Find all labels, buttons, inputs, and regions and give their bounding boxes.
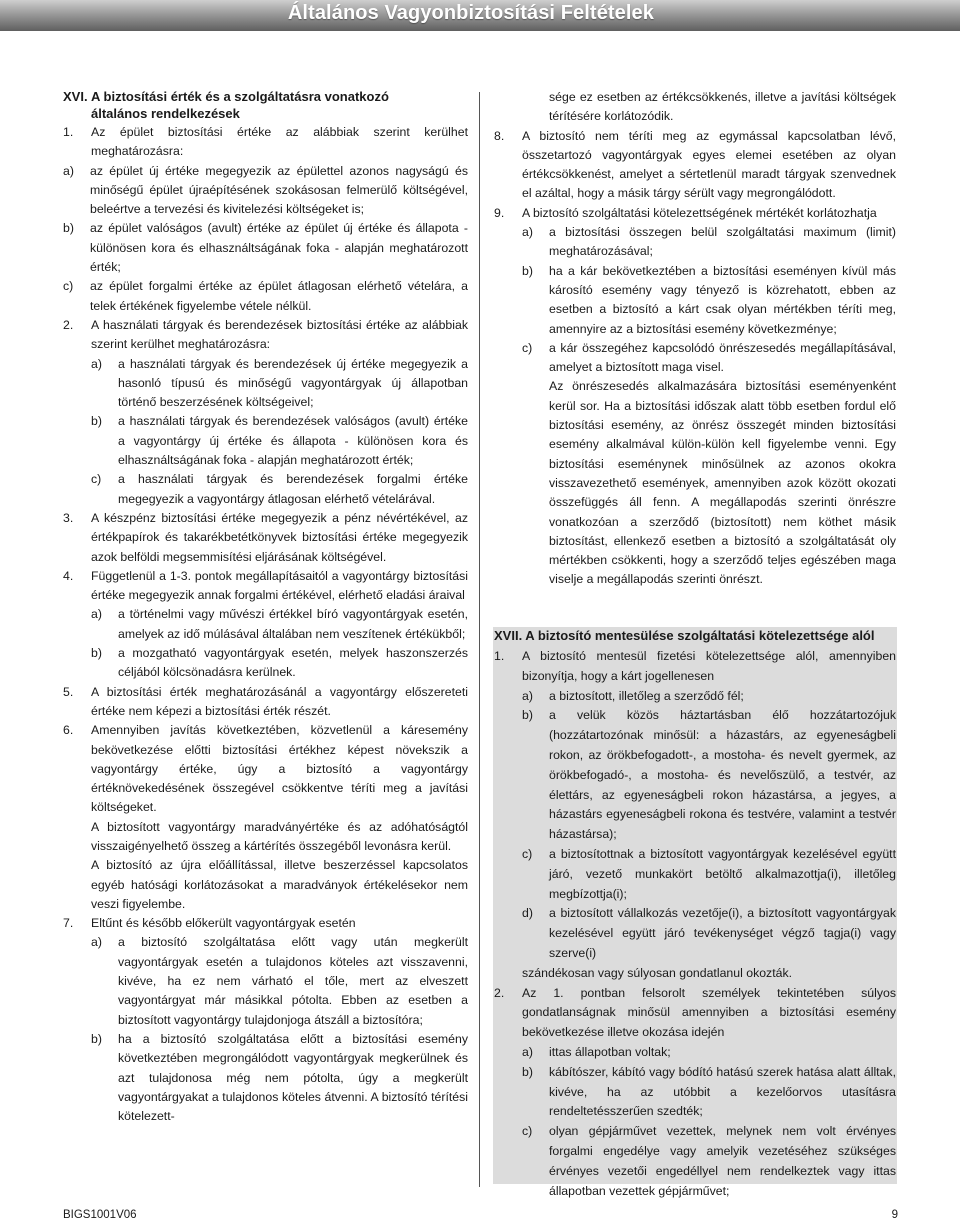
list-item-2: 2. A használati tárgyak és berendezések biztosítási értéke az alábbiak szerint kerülhet meghatározásra: bbox=[63, 317, 468, 352]
paragraph-continued: sége ez esetben az értékcsökkenés, illetve a javítási költségek térítésére korlátozódik. bbox=[549, 90, 896, 124]
paragraph: szándékosan vagy súlyosan gondatlanul okozták. bbox=[522, 965, 793, 980]
sub-item-a: a) ittas állapotban voltak; bbox=[522, 1044, 671, 1059]
sub-item-a: a) az épület új értéke megegyezik az épülettel azonos nagyságú és minőségű épület újraépítésének szokásosan felmerülő költségével, beleértve a tervezési és kivitelezési költségeket is; bbox=[63, 163, 468, 217]
sub-item-c: c) a használati tárgyak és berendezések forgalmi értéke megegyezik a vagyontárgy átlagosan elérhető vételárával. bbox=[91, 472, 468, 506]
page-header bbox=[0, 0, 960, 31]
list-item-8: 8. A biztosító nem téríti meg az egymással kapcsolatban lévő, összetartozó vagyontárgyak egyes elemei esetében az olyan értékcsökkenést, amelyet a sértetlenül maradt tárgyak szenvednek el azáltal, hogy a másik tárgy sérült vagy megrongálódott. bbox=[494, 128, 896, 201]
sub-item-c: c) a biztosítottnak a biztosított vagyontárgyak kezelésével együtt járó, vezető munkakört betöltő alkalmazottja(i), illetőleg megbízottja(i); bbox=[522, 846, 896, 901]
sub-item-b: b) a használati tárgyak és berendezések valóságos (avult) értéke a vagyontárgy új értéke és állapota - különösen kora és elhasználtságának foka - alapján meghatározott érték; bbox=[91, 414, 468, 468]
column-divider bbox=[479, 92, 480, 1187]
sub-item-d: d) a biztosított vállalkozás vezetője(i), a biztosított vagyontárgyak kezelésével együtt járó tevékenységet végző tagja(i) vagy szerve(i) bbox=[522, 906, 896, 960]
list-item-4: 4. Függetlenül a 1-3. pontok megállapításaitól a vagyontárgy biztosítási értéke megegyezik annak forgalmi értékével, elérhető eladási áraival bbox=[63, 568, 468, 603]
sub-item-a: a) a használati tárgyak és berendezések új értéke megegyezik a hasonló típusú és minőségű vagyontárgyak új állapotban történő beszerzésének költségeivel; bbox=[91, 356, 468, 410]
paragraph: A biztosító az újra előállítással, illetve beszerzéssel kapcsolatos egyéb hatósági korlátozásokat a maradványok értékelésekor nem veszi figyelembe. bbox=[91, 858, 468, 911]
sub-item-b: b) ha a biztosító szolgáltatása előtt a biztosítási esemény következtében megrongálódott vagyontárgyak megkerülnek és azt tulajdonosa még nem pótolta, úgy a megkerült vagyontárgyakat a tulajdonos köteles átvenni. A biztosító térítési kötelezett- bbox=[91, 1031, 468, 1124]
page-number: 9 bbox=[891, 1209, 898, 1221]
sub-item-a: a) a biztosított, illetőleg a szerződő fél; bbox=[522, 688, 744, 703]
section-xvii bbox=[494, 625, 896, 1201]
sub-item-c: c) az épület forgalmi értéke az épület átlagosan elérhető vételára, a telek értékének figyelembe vétele nélkül. bbox=[63, 279, 468, 313]
sub-item-a: a) a történelmi vagy művészi értékkel bíró vagyontárgyak esetén, amelyek az idő múlásával általában nem veszítenek értékükből; bbox=[91, 607, 468, 641]
list-item-2: 2. Az 1. pontban felsorolt személyek tekintetében súlyos gondatlanságnak minősül amennyiben a biztosítási esemény bekövetkezése illetve okozása idején bbox=[494, 985, 896, 1040]
sub-item-b: b) kábítószer, kábító vagy bódító hatású szerek hatása alatt álltak, kivéve, ha az utóbbit a kezelőorvos utasításra rendeltetésszerűen szedték; bbox=[522, 1064, 896, 1119]
list-item-3: 3. A készpénz biztosítási értéke megegyezik a pénz névértékével, az értékpapírok és takarékbetétkönyvek biztosítási értéke megegyezik azok belföldi megsemmisítési eljárásának költségével. bbox=[63, 510, 468, 564]
header-title: Általános Vagyonbiztosítási Feltételek bbox=[287, 2, 654, 24]
sub-item-b: b) ha a kár bekövetkeztében a biztosítási eseményen kívül más károsító esemény vagy tényező is közrehatott, ebben az esetben a biztosító a kárt csak olyan mértékben téríti meg, amennyire az a biztosítási esemény következménye; bbox=[522, 263, 896, 336]
list-item-1: 1. Az épület biztosítási értéke az alábbiak szerint kerülhet meghatározásra: bbox=[63, 125, 468, 159]
sub-item-b: b) a mozgatható vagyontárgyak esetén, melyek haszonszerzés céljából kölcsönadásra kerülnek. bbox=[91, 646, 468, 680]
list-item-9: 9. A biztosító szolgáltatási kötelezettségének mértékét korlátozhatja bbox=[494, 205, 877, 220]
sub-item-c: c) olyan gépjárművet vezettek, melynek nem volt érvényes forgalmi engedélye vagy amelyik vezetéséhez szükséges érvényes vezetői engedéllyel nem rendelkeztek vagy ittas állapotban vezettek gépjárművet; bbox=[522, 1124, 896, 1198]
section-xvi-title: XVI. A biztosítási érték és a szolgáltatásra vonatkozó általános rendelkezések bbox=[63, 89, 389, 121]
right-column bbox=[494, 88, 896, 590]
document-code: BIGS1001V06 bbox=[63, 1209, 137, 1221]
list-item-1: 1. A biztosító mentesül fizetési kötelezettsége alól, amennyiben bizonyítja, hogy a kárt jogellenesen bbox=[494, 649, 896, 683]
list-item-7: 7. Eltűnt és később előkerült vagyontárgyak esetén bbox=[63, 916, 356, 931]
list-item-5: 5. A biztosítási érték meghatározásánál a vagyontárgy előszereteti értéke nem képezi a biztosítási érték részét. bbox=[63, 684, 468, 718]
sub-item-b: b) a velük közös háztartásban élő hozzátartozójuk (hozzátartozónak minősül: a házastárs, az egyeneságbeli rokon, az örökbefogadott-, a mostoha- és nevelt gyermek, az örökbefogadó-, a mostoha- és nevelőszülő, a testvér, az élettárs, az egyeneságbeli rokon házastársa, a jegyes, a házastárs egyeneságbeli rokona és testvére, valamint a testvér házastársa); bbox=[522, 708, 896, 842]
paragraph: A biztosított vagyontárgy maradványértéke és az adóhatóságtól visszaigényelhető összeg a kártérítés összegéből levonásra kerül. bbox=[91, 819, 468, 853]
sub-item-b: b) az épület valóságos (avult) értéke az épület új értéke és állapota - különösen kora és elhasználtságának foka - alapján meghatározott érték; bbox=[63, 221, 468, 275]
sub-item-c: c) a kár összegéhez kapcsolódó önrészesedés megállapításával, amelyet a biztosított maga visel. bbox=[522, 340, 896, 375]
sub-item-a: a) a biztosítási összegen belül szolgáltatási maximum (limit) meghatározásával; bbox=[522, 225, 896, 259]
paragraph: Az önrészesedés alkalmazására biztosítási eseményenként kerül sor. Ha a biztosítási időszak alatt több esetben fordul elő biztosítási esemény, az önrész összegét minden biztosítási esemény alkalmával külön-külön kell figyelembe venni. Egy biztosítási eseménynek minősülnek az azonos okokra visszavezethető események, amennyiben azok között okozati összefüggés áll fenn. A megállapodás szerinti önrészre vonatkozóan a szerződő (biztosított) nem köthet másik biztosítást, ellenkező esetben a biztosító a szolgáltatását oly mértékben csökkenti, hogy a szerződő teljes egészében maga viselje a megállapodás szerinti önrészt. bbox=[549, 379, 896, 587]
left-column bbox=[63, 88, 468, 1126]
section-xvii-title: XVII. A biztosító mentesülése szolgáltatási kötelezettsége alól bbox=[494, 628, 875, 643]
sub-item-a: a) a biztosító szolgáltatása előtt vagy után megkerült vagyontárgyak esetén a tulajdonos köteles azt visszavenni, kivéve, ha ez nem várható el tőle, mert az elveszett vagyontárgyat már másikkal pótolta. Ebben az esetben a biztosított vagyontárgy tulajdonjoga átszáll a biztosítóra; bbox=[91, 935, 468, 1027]
list-item-6: 6. Amennyiben javítás következtében, közvetlenül a káresemény bekövetkezése előtti biztosítási értékhez képest növekszik a vagyontárgy értéke, úgy a biztosító a vagyontárgy értéknövekedésének összegével csökkentve téríti meg a javítási költségeket. bbox=[63, 723, 468, 815]
